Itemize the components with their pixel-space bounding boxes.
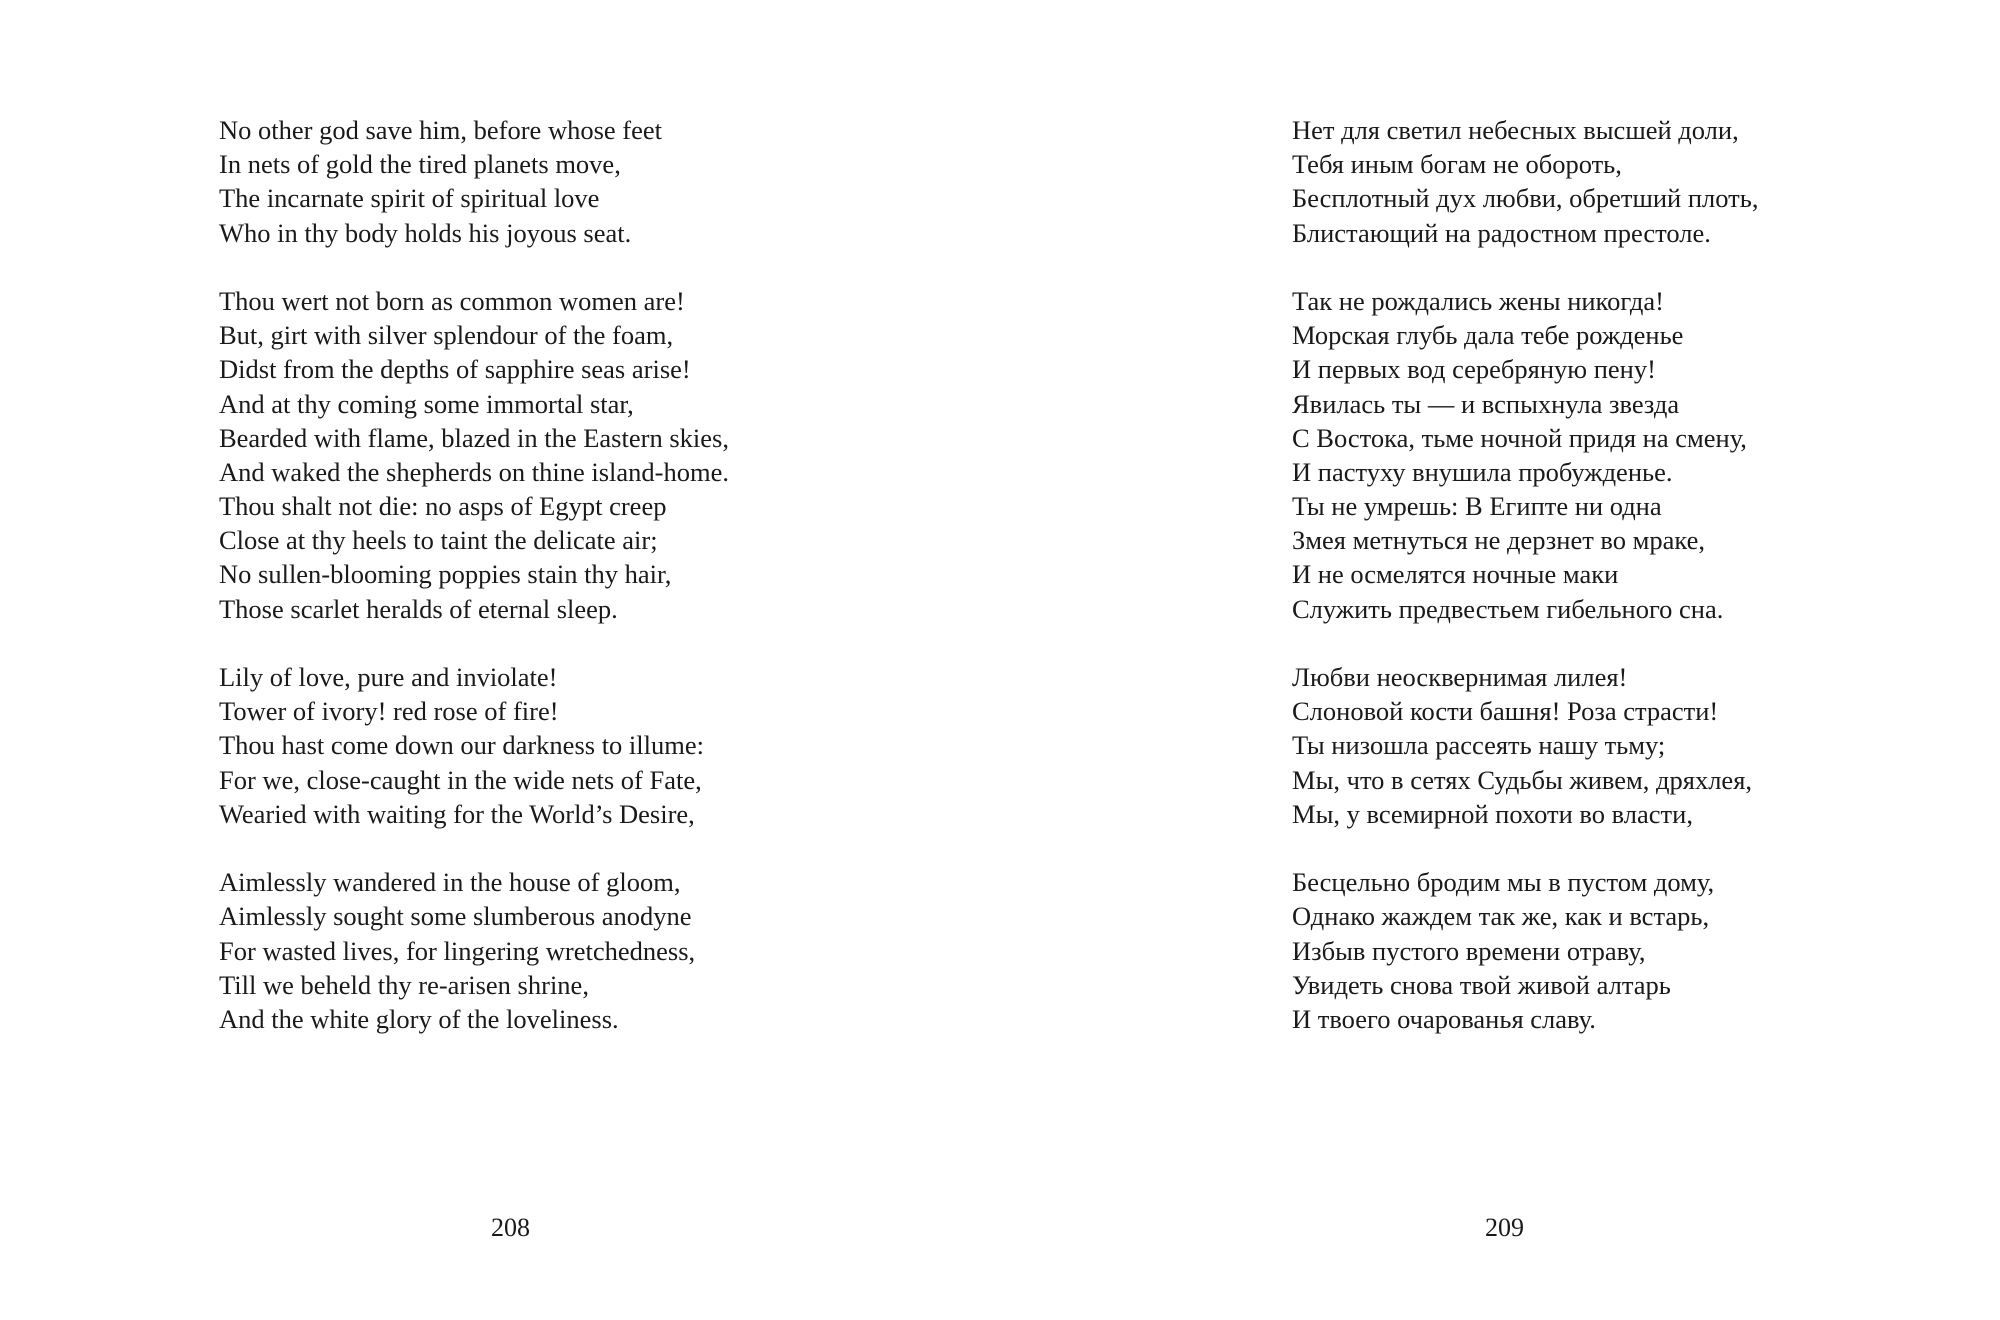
poem-line: И пастуху внушила пробужденье.: [1292, 456, 1673, 487]
poem-line: Till we beheld thy re-arisen shrine,: [219, 969, 589, 1000]
poem-line: Мы, что в сетях Судьбы живем, дряхлея,: [1292, 764, 1753, 795]
poem-line: Thou hast come down our darkness to illume:: [219, 730, 705, 761]
poem-line: Морская глубь дала тебе рожденье: [1292, 320, 1684, 351]
poem-line: Close at thy heels to taint the delicate air;: [219, 525, 658, 556]
stanza: [219, 113, 729, 250]
poem-line: Wearied with waiting for the World’s Desire,: [219, 798, 695, 829]
poem-line: In nets of gold the tired planets move,: [219, 149, 621, 180]
poem-line: Тебя иным богам не обороть,: [1292, 149, 1622, 180]
poem-line: No sullen-blooming poppies stain thy hair,: [219, 559, 672, 590]
poem-line: Нет для светил небесных высшей доли,: [1292, 115, 1739, 145]
poem-line: С Востока, тьме ночной придя на смену,: [1292, 422, 1747, 453]
stanza: [1292, 113, 1758, 250]
poem-line: Thou shalt not die: no asps of Egypt creep: [219, 491, 667, 522]
poem-line: And waked the shepherds on thine island-home.: [219, 456, 730, 487]
poem-line: The incarnate spirit of spiritual love: [219, 183, 600, 214]
poem-line: Увидеть снова твой живой алтарь: [1292, 969, 1671, 1000]
poem-line: Ты низошла рассеять нашу тьму;: [1292, 730, 1666, 761]
page-number-right: 209: [1485, 1213, 1524, 1242]
poem-line: Любви неосквернимая лилея!: [1292, 662, 1628, 692]
poem-line: Бесцельно бродим мы в пустом дому,: [1292, 867, 1715, 898]
stanza: [1292, 865, 1758, 1036]
poem-line: For wasted lives, for lingering wretchedness,: [219, 935, 696, 966]
poem-line: Ты не умрешь: В Египте ни одна: [1292, 491, 1662, 522]
page-number-left: 208: [491, 1213, 530, 1242]
poem-line: Tower of ivory! red rose of fire!: [219, 696, 559, 727]
stanza: [219, 284, 729, 626]
poem-line: Мы, у всемирной похоти во власти,: [1292, 798, 1693, 829]
stanza: [1292, 284, 1758, 626]
poem-line: And the white glory of the loveliness.: [219, 1003, 619, 1034]
poem-line: And at thy coming some immortal star,: [219, 388, 634, 419]
poem-line: Бесплотный дух любви, обретший плоть,: [1292, 183, 1759, 214]
poem-line: Aimlessly sought some slumberous anodyne: [219, 901, 692, 932]
poem-line: Явилась ты — и вспыхнула звезда: [1292, 388, 1680, 419]
poem-line: Thou wert not born as common women are!: [219, 285, 685, 316]
poem-line: Служить предвестьем гибельного сна.: [1292, 593, 1724, 624]
poem-russian: [1292, 113, 1758, 1036]
poem-line: Those scarlet heralds of eternal sleep.: [219, 593, 618, 624]
poem-line: No other god save him, before whose feet: [219, 115, 662, 145]
poem-line: Змея метнуться не дерзнет во мраке,: [1292, 525, 1706, 556]
poem-line: Так не рождались жены никогда!: [1292, 285, 1664, 316]
poem-line: Bearded with flame, blazed in the Eastern skies,: [219, 422, 729, 453]
poem-line: И первых вод серебряную пену!: [1292, 354, 1656, 385]
poem-line: Слоновой кости башня! Роза страсти!: [1292, 696, 1719, 727]
right-page: [1000, 0, 2000, 1320]
stanza: [219, 865, 729, 1036]
poem-line: Избыв пустого времени отраву,: [1292, 935, 1646, 966]
poem-line: Lily of love, pure and inviolate!: [219, 662, 558, 692]
poem-english: [219, 113, 729, 1036]
poem-line: Who in thy body holds his joyous seat.: [219, 217, 632, 248]
poem-line: But, girt with silver splendour of the foam,: [219, 320, 674, 351]
poem-line: Didst from the depths of sapphire seas arise!: [219, 354, 691, 385]
poem-line: И твоего очарованья славу.: [1292, 1003, 1596, 1034]
poem-line: Однако жаждем так же, как и встарь,: [1292, 901, 1710, 932]
stanza: [219, 660, 729, 831]
poem-line: И не осмелятся ночные маки: [1292, 559, 1619, 590]
poem-line: For we, close-caught in the wide nets of Fate,: [219, 764, 702, 795]
poem-line: Aimlessly wandered in the house of gloom,: [219, 867, 681, 898]
stanza: [1292, 660, 1758, 831]
poem-line: Блистающий на радостном престоле.: [1292, 217, 1711, 248]
